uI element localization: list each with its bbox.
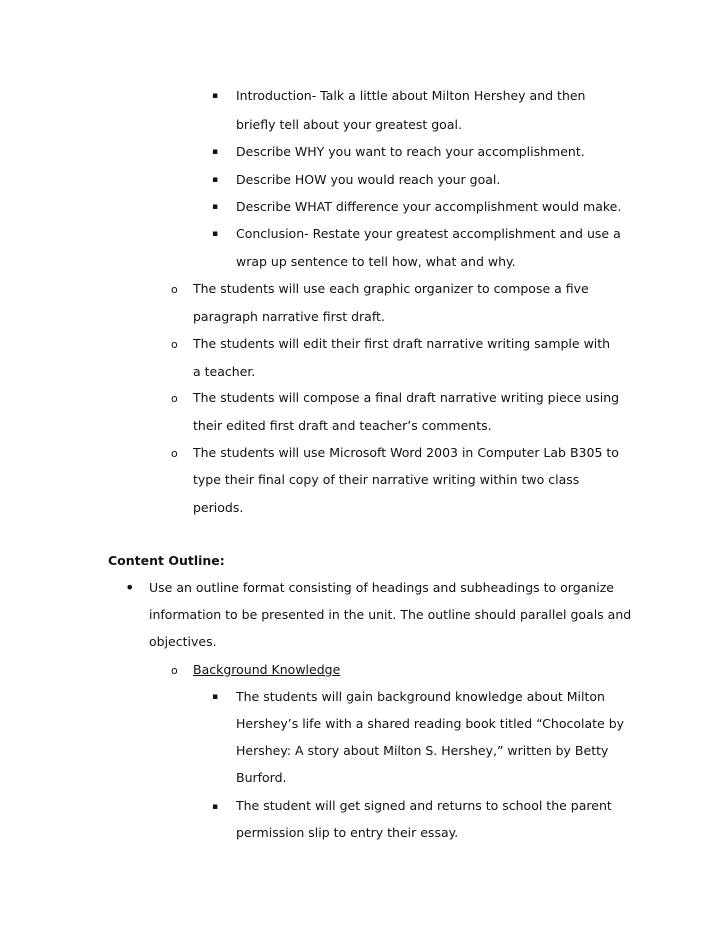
square-bullet-icon: ▪ — [212, 147, 219, 157]
background-item-1-line-1: The students will gain background knowledge about Milton — [236, 689, 605, 704]
circle-bullet-icon: o — [171, 283, 178, 296]
background-item-1-line-4: Burford. — [236, 770, 287, 785]
round-bullet-icon: • — [125, 578, 135, 597]
square-bullet-icon: ▪ — [212, 229, 219, 239]
objective-4-line-1: The students will use Microsoft Word 2003 in Computer Lab B305 to — [193, 445, 619, 460]
what-step: Describe WHAT difference your accomplishment would make. — [236, 199, 622, 214]
objective-3-line-1: The students will compose a final draft narrative writing piece using — [193, 390, 620, 405]
objective-2-line-2: a teacher. — [193, 364, 256, 379]
content-outline-heading: Content Outline: — [108, 553, 225, 568]
outline-intro-line-3: objectives. — [149, 634, 217, 649]
background-item-1-line-3: Hershey: A story about Milton S. Hershey,” written by Betty — [236, 743, 609, 758]
square-bullet-icon: ▪ — [212, 802, 219, 812]
objective-4-line-3: periods. — [193, 500, 244, 515]
circle-bullet-icon: o — [171, 447, 178, 460]
objective-2-line-1: The students will edit their first draft narrative writing sample with — [193, 336, 611, 351]
objective-1-line-2: paragraph narrative first draft. — [193, 309, 385, 324]
objective-3-line-2: their edited first draft and teacher’s comments. — [193, 418, 492, 433]
outline-intro-line-2: information to be presented in the unit. The outline should parallel goals and — [149, 607, 632, 622]
objective-4-line-2: type their final copy of their narrative writing within two class — [193, 472, 580, 487]
outline-intro-line-1: Use an outline format consisting of headings and subheadings to organize — [149, 580, 614, 595]
conclusion-step-line-1: Conclusion- Restate your greatest accomplishment and use a — [236, 226, 621, 241]
circle-bullet-icon: o — [171, 664, 178, 677]
why-step: Describe WHY you want to reach your accomplishment. — [236, 144, 585, 159]
square-bullet-icon: ▪ — [212, 202, 219, 212]
intro-step-line-2: briefly tell about your greatest goal. — [236, 117, 462, 132]
intro-step-line-1: Introduction- Talk a little about Milton Hershey and then — [236, 88, 586, 103]
square-bullet-icon: ▪ — [212, 91, 219, 101]
conclusion-step-line-2: wrap up sentence to tell how, what and why. — [236, 254, 516, 269]
square-bullet-icon: ▪ — [212, 692, 219, 702]
objective-1-line-1: The students will use each graphic organizer to compose a five — [193, 281, 589, 296]
square-bullet-icon: ▪ — [212, 175, 219, 185]
how-step: Describe HOW you would reach your goal. — [236, 172, 501, 187]
background-item-2-line-2: permission slip to entry their essay. — [236, 825, 459, 840]
circle-bullet-icon: o — [171, 338, 178, 351]
background-item-1-line-2: Hershey’s life with a shared reading book titled “Chocolate by — [236, 716, 625, 731]
circle-bullet-icon: o — [171, 392, 178, 405]
background-item-2-line-1: The student will get signed and returns to school the parent — [236, 798, 612, 813]
background-knowledge-heading: Background Knowledge — [193, 662, 341, 677]
